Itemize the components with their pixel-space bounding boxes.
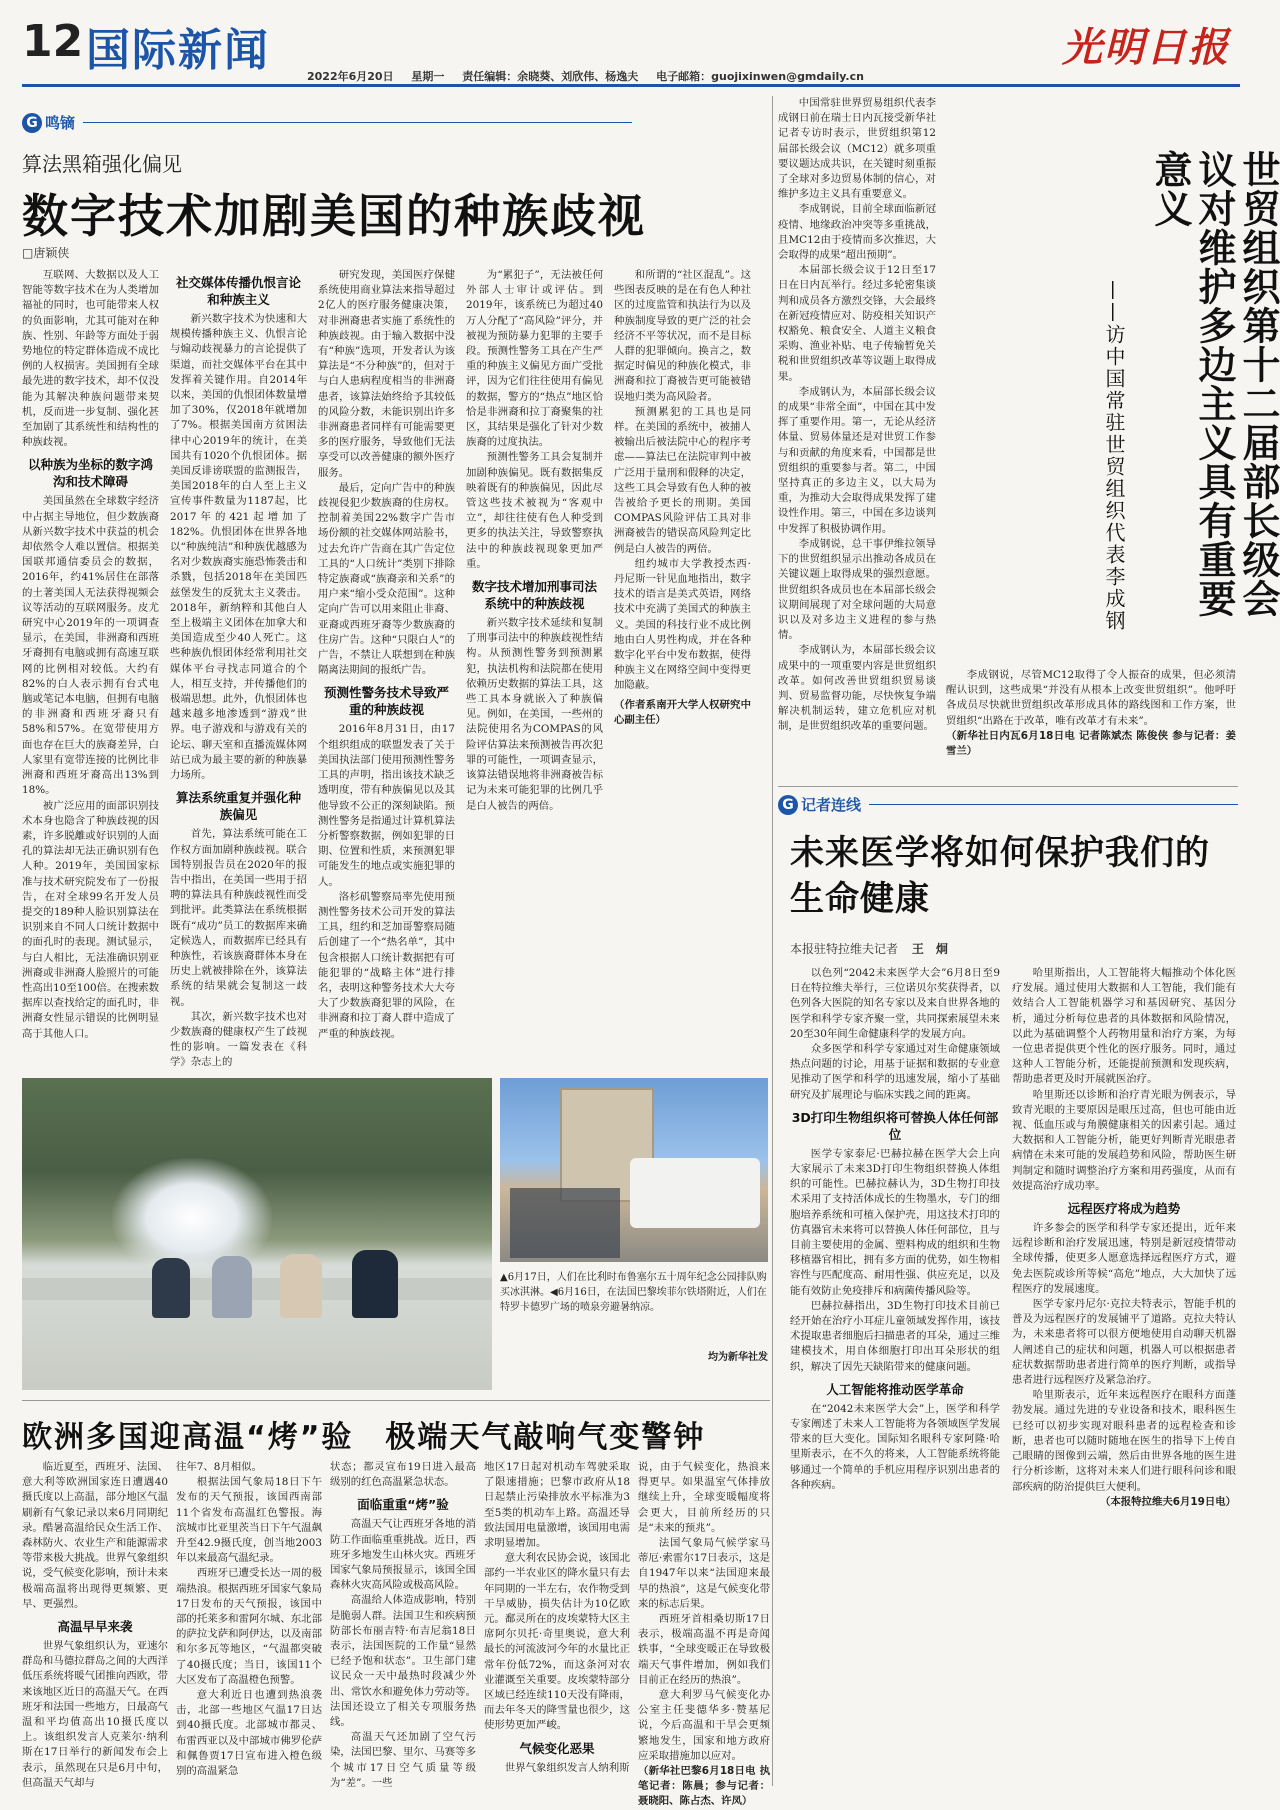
heatwave-column-3 <box>330 1460 476 1789</box>
column-divider <box>772 96 773 1786</box>
paragraph: 研究发现，美国医疗保健系统使用商业算法来指导超过2亿人的医疗服务健康决策，对非洲裔患者实施了系统性的种族歧视。由于输入数据中没有“种族”选项，开发者认为该算法是“不分种族”的，但对于与白人患病程度相当的非洲裔患者，该算法始终给予其较低的风险分数，未能识别出许多非洲裔患者同样有可能需要更多的医疗服务，导致他们无法享受可以改善健康的额外医疗服务。 <box>318 269 455 479</box>
issue-email[interactable]: 电子邮箱：guojixinwen@gmdaily.cn <box>656 70 864 83</box>
paragraph: 在“2042未来医学大会”上，医学和科学专家阐述了未来人工智能将为各领域医学发展带来的巨大变化。国际知名眼科专家阿隆·哈里斯表示，在不久的将来，人工智能系统将能够通过一个简单的手机应用程序识别出患者的各种疾病。 <box>790 1402 1000 1491</box>
subheading: 以种族为坐标的数字鸿沟和技术障碍 <box>27 457 153 490</box>
paragraph: 被广泛应用的面部识别技术本身也隐含了种族歧视的因素，许多脱離或好识别的人面孔的算法却无法正确识别有色人种。2019年，美国国家标准与技术研究院发布了一份报告，在对全球99名开发人员提交的189种人脸识别算法在识别来自不同人口统计数据中的面孔时的表现。测试显示，与白人相比，无法准确识别亚洲裔或非洲裔人脸照片的可能性高出10至100倍。在搜索数据库以查找给定的面孔时，非洲裔女性显示错误的比例明显高于其他人口。 <box>22 799 159 1040</box>
paragraph: 西班牙已遭受长达一周的极端热浪。根据西班牙国家气象局17日发布的天气预报，该国中部的托莱多和雷阿尔城、东北部的萨拉戈萨和阿伊达，以及南部和尔多瓦等地区，“气温都突破了40摄氏度；当日，该国11个大区发布了高温橙色预警。 <box>176 1567 322 1686</box>
paragraph: 其次，新兴数字技术也对少数族裔的健康权产生了歧视性的影响。一篇发表在《科学》杂志上的 <box>170 1010 307 1069</box>
article-kicker: 算法黑箱强化偏见 <box>22 152 182 176</box>
subheading: 面临重重“烤”验 <box>357 1497 449 1513</box>
column-header-mingdi <box>22 112 632 133</box>
paragraph: 互联网、大数据以及人工智能等数字技术在为人类增加福祉的同时，也可能带来人权的负面影响，尤其可能对在种族、性别、年龄等方面处于弱势地位的特定群体造成不成比例的人权损害。美国拥有全球最先进的数字技术，却不仅没能为其解决种族问题带来契机，反而进一步复制、强化甚至加剧了其系统性和结构性的种族歧视。 <box>22 269 159 449</box>
issue-editors: 责任编辑：余晓葵、刘欣伟、杨逸夫 <box>462 70 639 83</box>
header-divider <box>83 122 632 123</box>
subheading: 数字技术增加刑事司法系统中的种族歧视 <box>471 579 597 612</box>
column-header-reporter <box>778 794 1238 815</box>
wto-column-2 <box>946 668 1236 784</box>
paragraph: 纽约城市大学教授杰西·丹尼斯一针见血地指出，数字技术的语言是美式英语，网络技术中充满了美国式的种族主义。美国的科技行业不成比例地由白人男性构成，并在各种数字化平台中发布数据，使得种族主义在网络空间中变得更加隐蔽。 <box>614 557 751 692</box>
heatwave-column-1 <box>22 1460 168 1789</box>
paragraph: 预测性警务工具会复制并加剧种族偏见。既有数据集反映着既有的种族偏见，因此尽管这些技术被视为“客观中立”，却往往使有色人种受到更多的执法关注，导致警察执法中的种族歧视现象更加严重。 <box>466 451 603 570</box>
subheading: 远程医疗将成为趋势 <box>1067 1201 1181 1217</box>
paragraph: 巴赫拉赫指出，3D生物打印技术目前已经开始在治疗小耳症儿童领域发挥作用，该技术提取患者细胞后扫描患者的耳朵，通过三维建模技术，用自体细胞打印出耳朵形状的组织，解决了因先天缺陷带来的健康问题。 <box>790 1299 1000 1373</box>
paragraph: 意大利农民协会说，该国北部约一半农业区的降水量只有去年同期的一半左右，农作物受到干旱威胁，损失估计为10亿欧元。鄱灵所在的皮埃蒙特大区主席阿尔贝托·奇里奥说，意大利最长的河流波河今年的水量比正常年份低72%，而这条河对农业灌溉至关重要。皮埃蒙特部分区域已经连续110天没有降雨，而去年冬天的降雪量也很少，这使形势更加严峻。 <box>484 1552 630 1732</box>
paragraph: 李成钢说，目前全球面临新冠疫情、地缘政治冲突等多重挑战，且MC12由于疫情而多次推迟，大会取得的成果“超出预期”。 <box>778 203 936 262</box>
medicine-credit: （本报特拉维夫6月19日电） <box>1100 1495 1236 1508</box>
wto-title: 世贸组织第十二届部长级会议对维护多边主义具有重要意义 <box>1148 150 1280 618</box>
paragraph: 首先，算法系统可能在工作权方面加剧种族歧视。联合国特别报告员在2020年的报告中指出，在美国一些用于招聘的算法具有种族歧视性而受到批评。此类算法在系统根据既有“成功”员工的数据库来确定候选人，而数据库已经具有种族性，若该族裔群体本身在历史上就被排除在外，该算法系统的结果就会复制这一歧视。 <box>170 828 307 1008</box>
medicine-column-1 <box>790 966 1000 1782</box>
paragraph: 状态；都灵宣布19日进入最高级别的红色高温紧急状态。 <box>330 1461 476 1489</box>
header-divider <box>869 804 1238 805</box>
photo-credit: 均为新华社发 <box>708 1352 768 1363</box>
subheading: 算法系统重复并强化种族偏见 <box>175 790 301 823</box>
paragraph: 哈里斯指出，人工智能将大幅推动个体化医疗发展。通过使用大数据和人工智能，我们能有效结合人工智能机器学习和基因研究、基因分析，通过分析每位患者的具体数据和风险情况，以此为基础调整个人药物用量和治疗方案，为每一位患者提供更个性化的医疗服务。同时，通过这种人工智能分析，还能提前预测和发现疾病，帮助患者更及时开展就医治疗。 <box>1012 967 1236 1086</box>
person-figure <box>212 1256 252 1318</box>
masthead <box>22 10 1242 84</box>
column-name: 鸣镝 <box>45 114 76 132</box>
paragraph: 洛杉矶警察局率先使用预测性警务技术公司开发的算法工具，纽约和芝加哥警察局随后创建了一个“热名单”，其中包含根据人口统计数据把有可能犯罪的“战略主体”进行排名，表明这种警务技术大大夸大了少数族裔犯罪的风险，在非洲裔和拉丁裔人群中造成了严重的种族歧视。 <box>318 890 455 1040</box>
paragraph: 高温天气让西班牙各地的消防工作面临重重挑战。近日，西班牙多地发生山林火灾。西班牙国家气象局预报显示，该国全国森林火灾高风险或极高风险。 <box>330 1518 476 1592</box>
paragraph: 和所谓的“社区混乱”。这些图表反映的是在有色人种社区的过度监管和执法行为以及种族制度导致的更广泛的社会经济不平等状况，而不是目标人群的犯罪倾向。换言之，数据定时偏见的种族化模式，非洲裔和拉丁裔被告更可能被错误地归类为高风险者。 <box>614 269 751 403</box>
g-logo-icon: G <box>778 795 798 815</box>
issue-info <box>307 68 878 84</box>
fountain-ledge <box>22 1278 492 1300</box>
paragraph: 意大利罗马气候变化办公室主任斐德华多·赞基尼说，今后高温和干旱会更频繁地发生，国家和地方政府应采取措施加以应对。 <box>638 1689 770 1762</box>
paragraph: 往年7、8月相似。 <box>176 1461 262 1473</box>
paragraph: 2016年8月31日，由17个组织组成的联盟发表了关于美国执法部门使用预测性警务工具的声明，指出该技术缺乏透明度，带有种族偏见以及其他导致不公正的深刻缺陷。预测性警务是指通过计算机算法分析警察数据，例如犯罪的日期、位置和性质，来预测犯罪可能发生的地点或实施犯罪的人。 <box>318 723 455 888</box>
paragraph: 哈里斯还以诊断和治疗青光眼为例表示，导致青光眼的主要原因是眼压过高，但也可能由近视、低血压或与角膜健康相关的因素引起。通过大数据和人工智能分析，能更好判断青光眼患者病情在未来可能的发展趋势和风险，帮助医生研判制定和随时调整治疗方案和用药强度，从而有效提高治疗成功率。 <box>1012 1088 1236 1192</box>
paragraph: 世界气象组织发言人纳利斯 <box>504 1761 630 1774</box>
paper-logo: 光明日报 <box>1062 24 1230 71</box>
paragraph: 哈里斯表示，近年来远程医疗在眼科方面蓬勃发展。通过先进的专业设备和技术，眼科医生已经可以初步实现对眼科患者的远程检查和诊断，患者也可以随时随地在医生的指导下上传自己眼睛的图像到云端，然后由世界各地的医生进行分析诊断，这将对未来人们进行眼科问诊和眼部疾病的防治提供巨大便利。 <box>1012 1389 1236 1493</box>
paragraph: 根据法国气象局18日下午发布的天气预报，该国西南部11个省发布高温红色警报。海滨城市比亚里茨当日下午气温飙升至42.9摄氏度，创当地2003年以来最高气温纪录。 <box>176 1476 322 1565</box>
article1-column-5 <box>614 268 751 1068</box>
paragraph: 西班牙首相桑切斯17日表示，极端高温不再是奇闻轶事，“全球变暖正在导致极端天气事件增加，例如我们目前正在经历的热浪”。 <box>638 1613 770 1686</box>
article1-column-4 <box>466 268 603 1068</box>
heatwave-title: 欧洲多国迎高温“烤”验 极端天气敲响气变警钟 <box>22 1420 706 1455</box>
column-name: 记者连线 <box>801 796 862 814</box>
paragraph: 意大利近日也遭到热浪袭击，北部一些地区气温17日达到40摄氏度。北部城市都灵、布雷西亚以及中部城市佛罗伦萨和佩鲁贾17日宣布进入橙色级别的高温紧急 <box>176 1689 322 1778</box>
subheading: 社交媒体传播仇恨言论和种族主义 <box>175 275 301 307</box>
masthead-rule <box>22 84 1240 87</box>
crowd <box>510 1188 620 1258</box>
subheading: 人工智能将推动医学革命 <box>826 1381 964 1397</box>
paragraph: 法国气象局气候学家马蒂厄·索雷尔17日表示，这是自1947年以来“法国迎来最早的热浪”，这是气候变化带来的标志后果。 <box>638 1537 770 1610</box>
paragraph: 中国常驻世界贸易组织代表李成钢日前在瑞士日内瓦接受新华社记者专访时表示，世贸组织第12届部长级会议（MC12）就多项重要议题达成共识，在关键时刻重振了全球对多边贸易体制的信心，对维护多边主义具有重要意义。 <box>778 97 936 201</box>
paragraph: 李成钢说，尽管MC12取得了令人振奋的成果，但必须清醒认识到，这些成果“并没有从根本上改变世贸组织”。他呼吁各成员尽快就世贸组织改革形成具体的路线图和工作方案，世贸组织“出路在于改革，唯有改革才有未来”。 <box>946 669 1236 727</box>
issue-weekday: 星期一 <box>411 70 445 83</box>
wto-column-1 <box>778 96 936 746</box>
section-divider <box>22 1400 770 1401</box>
subheading: 预测性警务技术导致严重的种族歧视 <box>323 685 449 718</box>
photo-brussels-icecream <box>500 1078 768 1262</box>
photo-caption: ▲6月17日，人们在比利时布鲁塞尔五十周年纪念公园排队购买冰淇淋。◀6月16日，在法国巴黎埃菲尔铁塔附近，人们在特罗卡德罗广场的喷泉旁避暑纳凉。 <box>500 1272 767 1313</box>
person-figure <box>152 1258 190 1318</box>
section-divider <box>778 786 1238 787</box>
paragraph: 李成钢说，总干事伊维拉领导下的世贸组织显示出推动各成员在关键议题上取得成果的强烈意愿。世贸组织各成员也在本届部长级会议期间展现了对全球问题的大局意识以及对多边主义进程的参与热情。 <box>778 537 936 642</box>
byline-label: 本报驻特拉维夫记者 <box>790 942 899 956</box>
paragraph: 众多医学和科学专家通过对生命健康领域热点问题的讨论，用基于证据和数据的专业意见推动了医学和科学的迅速发展，缩小了基础研究及扩展理论与临床实践之间的距离。 <box>790 1043 1000 1101</box>
g-logo-icon: G <box>22 113 42 133</box>
article-byline: □唐颖侠 <box>22 246 70 260</box>
paragraph: 李成钢认为，本届部长级会议成果中的一项重要内容是世贸组织改革。如何改善世贸组织贸易谈判、贸易监督功能，尽快恢复争端解决机制运转，建立危机应对机制，是世贸组织改革的重要问题。 <box>778 644 936 733</box>
paragraph: 高温给人体造成影响，特别是脆弱人群。法国卫生和疾病预防部长布丽吉特·布吉尼翁18日表示，法国医院的工作量“显然已经予饱和状态”。卫生部门建议民众一天中最热时段减少外出、常饮水和避免体力劳动等。法国还设立了相关专项服务热线。 <box>330 1594 476 1729</box>
subheading: 高温早早来袭 <box>57 1619 133 1635</box>
page-number: 12 <box>22 16 84 67</box>
medicine-column-2 <box>1012 966 1236 1782</box>
paragraph: 世界气象组织认为，亚速尔群岛和马德拉群岛之间的大西洋低压系统将暖气团推向西欧，带来该地区近日的高温天气。在西班牙和法国一些地方，日最高气温和平均值高出10摄氏度以上。该组织发言人克莱尔·纳利斯在17日举行的新闻发布会上表示，虽然现在只是6月中旬，但高温天气却与 <box>22 1640 168 1789</box>
paragraph: 本届部长级会议于12日至17日在日内瓦举行。经过多轮密集谈判和成员各方激烈交锋，大会最终在新冠疫情应对、防疫相关知识产权豁免、粮食安全、人道主义粮食采购、渔业补贴、电子传输暂免关税和世贸组织改革等议题上取得成果。 <box>778 264 936 383</box>
paragraph: 高温天气还加剧了空气污染，法国巴黎、里尔、马赛等多个城市17日空气质量等级为“差”。一些 <box>330 1731 476 1789</box>
subheading: 3D打印生物组织将可替换人体任何部位 <box>791 1109 999 1142</box>
paragraph: 为“累犯子”，无法被任何外部人士审计或评估。到2019年，该系统已为超过40万人分配了“高风险”评分，并被视为预防暴力犯罪的主要手段。预测性警务工具在产生严重的种族主义偏见方面广受批评，因为它们往往使用有偏见的数据，警方的“热点”地区恰恰是非洲裔和拉丁裔聚集的社区，其结果是强化了针对少数族裔的过度执法。 <box>466 269 603 449</box>
medicine-byline <box>790 940 948 957</box>
article1-column-1 <box>22 268 159 1068</box>
paragraph: 许多参会的医学和科学专家还提出，近年来远程诊断和治疗发展迅速，特别是新冠疫情带动全球传播，使更多人愿意选择远程医疗方式，避免去医院或诊所等候“高危”地点，大大加快了远程医疗的发展速度。 <box>1012 1222 1236 1295</box>
photo-paris-fountain <box>22 1078 492 1390</box>
paragraph: 说，由于气候变化，热浪来得更早。如果温室气体排放继续上升，全球变暖幅度将会更大，目前所经历的只是“未来的预兆”。 <box>638 1461 770 1534</box>
paragraph: 以色列“2042未来医学大会”6月8日至9日在特拉维夫举行，三位诺贝尔奖获得者，以色列各大医院的知名专家以及来自世界各地的医学和科学专家齐聚一堂，共同探索展望未来20至30年间生命健康科学的发展方向。 <box>790 967 1000 1040</box>
paragraph: 地区17日起对机动车驾驶采取了限速措施；巴黎市政府从18日起禁止污染排放水平标准为3至5类的机动车上路。高温还导致法国用电量激增，该国用电需求明显增加。 <box>484 1461 630 1550</box>
person-figure <box>280 1254 322 1318</box>
heatwave-column-2 <box>176 1460 322 1785</box>
subheading: 气候变化恶果 <box>519 1740 595 1756</box>
paragraph: 临近夏至，西班牙、法国、意大利等欧洲国家连日遭遇40摄氏度以上高温，部分地区气温刷新有气象记录以来6月同期纪录。酷暑高温给民众生活工作、森林防火、农业生产和能源需求等带来极大挑战。世界气象组织说，受气候变化影响，预计未来极端高温将出现得更频繁、更早、更强烈。 <box>22 1461 168 1610</box>
paragraph: 预测累犯的工具也是同样。在美国的系统中，被捕人被输出后被法院中心的程序考虑——算法已在法院审判中被广泛用于量刑和假释的决定，这些工具会导致有色人种的被告被给予更长的刑期。美国COMPAS风险评估工具对非洲裔被告的错误高风险判定比例是白人被告的两倍。 <box>614 405 751 555</box>
medicine-title: 未来医学将如何保护我们的生命健康 <box>790 833 1210 919</box>
paragraph: 医学专家泰尼·巴赫拉赫在医学大会上向大家展示了未来3D打印生物组织替换人体组织的可能性。巴赫拉赫认为，3D生物打印技术采用了支持活体成长的生物墨水，专门的细胞培养系统和可植入保护壳，用这技术打印的仿真器官未来将可以替换人体任何部位，且与目前主要使用的金属、塑料构成的组织和生物移植器官相比，拥有多方面的优势，如生物相容性与匹配度高、耐用性强、供应充足，以及能有效防止免疫排斥和病菌传播风险等。 <box>790 1147 1000 1297</box>
icecream-truck <box>630 1158 760 1228</box>
wto-subtitle: ——访中国常驻世贸组织代表李成钢 <box>1102 280 1126 632</box>
person-figure <box>352 1250 398 1318</box>
paragraph: 新兴数字技术延续和复制了刑事司法中的种族歧视性结构。从预测性警务到预测累犯，执法机构和法院都在使用依赖历史数据的算法工具，这些工具本身就嵌入了种族偏见。例如，在美国，一些州的法院使用名为COMPAS的风险评估算法来预测被告再次犯罪的可能性，一项调查显示，该算法错误地将非洲裔被告标记为未来可能犯罪的比例几乎是白人被告的两倍。 <box>466 617 603 812</box>
heatwave-credit: （新华社巴黎6月18日电 执笔记者：陈晨；参与记者：聂晓阳、陈占杰、许凤） <box>638 1765 770 1808</box>
heatwave-column-4 <box>484 1460 630 1785</box>
article1-column-3 <box>318 268 455 1068</box>
wto-credit: （新华社日内瓦6月18日电 记者陈斌杰 陈俊侠 参与记者：姜雪兰） <box>946 729 1236 758</box>
issue-date: 2022年6月20日 <box>307 70 394 83</box>
section-title: 国际新闻 <box>86 25 270 76</box>
article1-column-2 <box>170 268 307 1068</box>
author-name: 王 炯 <box>911 942 948 956</box>
heatwave-column-5 <box>638 1460 770 1808</box>
article-title: 数字技术加剧美国的种族歧视 <box>22 189 646 243</box>
author-note: （作者系南开大学人权研究中心副主任） <box>614 698 751 726</box>
paragraph: 新兴数字技术为快速和大规模传播种族主义、仇恨言论与煽动歧视暴力的言论提供了渠道，而社交媒体平台在其中发挥着关键作用。自2014年以来，美国的仇恨团体数量增加了30%，仅2018年就增加了7%。根据美国南方贫困法律中心2019年的统计，在美国共有1020个仇恨团体。据美国反诽谤联盟的监测报告，美国2018年的白人至上主义宣传事件数量为1187起，比2017年的421起增加了182%。仇恨团体在世界各地以“种族纯洁”和种族优越感为名对少数族裔实施恐怖袭击和杀戮，包括2018年在美国匹兹堡发生的反犹太主义袭击。2018年，新纳粹和其他白人至上极端主义团体在加拿大和美国造成至少40人死亡。这些种族仇恨团体经常利用社交媒体平台寻找志同道合的个人，相互支持，并传播他们的极端思想。此外，仇恨团体也越来越多地渗透到“游戏”世界。电子游戏和与游戏有关的论坛、聊天室和直播流媒体网站已成为最主要的新的种族暴力场所。 <box>170 313 307 782</box>
paragraph: 美国虽然在全球数字经济中占据主导地位，但少数族裔从新兴数字技术中获益的机会却依然令人难以置信。根据美国联邦通信委员会的数据，2016年，约41%居住在部落的土著美国人无法获得视频会议等活动的互联网服务。皮尤研究中心2019年的一项调查显示，在美国，非洲裔和西班牙裔拥有电脑或拥有高速互联网的比例相对较低。大约有82%的白人表示拥有台式电脑或笔记本电脑，但拥有电脑的非洲裔和西班牙裔只有58%和57%。在宽带使用方面也存在巨大的族裔差异，白人家里有宽带连接的比例比非洲裔和西班牙裔高出13%到18%。 <box>22 495 159 797</box>
paragraph: 李成钢认为，本届部长级会议的成果“非常全面”，中国在其中发挥了重要作用。第一，无论从经济体量、贸易体量还是对世贸工作参与和贡献的角度来看，中国都是世贸组织的重要参与者。第二，中国坚持真正的多边主义，以大局为重，为推动大会取得成果发挥了建设性作用。第三，中国在多边谈判中发挥了积极协调作用。 <box>778 385 936 535</box>
paragraph: 医学专家丹尼尔·克拉夫特表示，智能手机的普及为远程医疗的发展铺平了道路。克拉夫特认为，未来患者将可以很方便地使用自动聊天机器人阐述自己的症状和问题，机器人可以根据患者症状数据帮助患者进行简单的医疗判断，或指导患者进行远程医疗及紧急治疗。 <box>1012 1298 1236 1387</box>
paragraph: 最后，定向广告中的种族歧视侵犯少数族裔的住房权。控制着美国22%数字广告市场份额的社交媒体网站脸书，过去允许广告商在其广告定位工具的“人口统计”类别下排除特定族裔或“族裔亲和关系”的用户来“缩小受众范围”。这种定向广告可以用来阻止非裔、亚裔或西班牙裔等少数族裔的住房广告。这种“只限白人”的广告，不禁让人联想到在种族隔离法期间的报纸广告。 <box>318 481 455 677</box>
